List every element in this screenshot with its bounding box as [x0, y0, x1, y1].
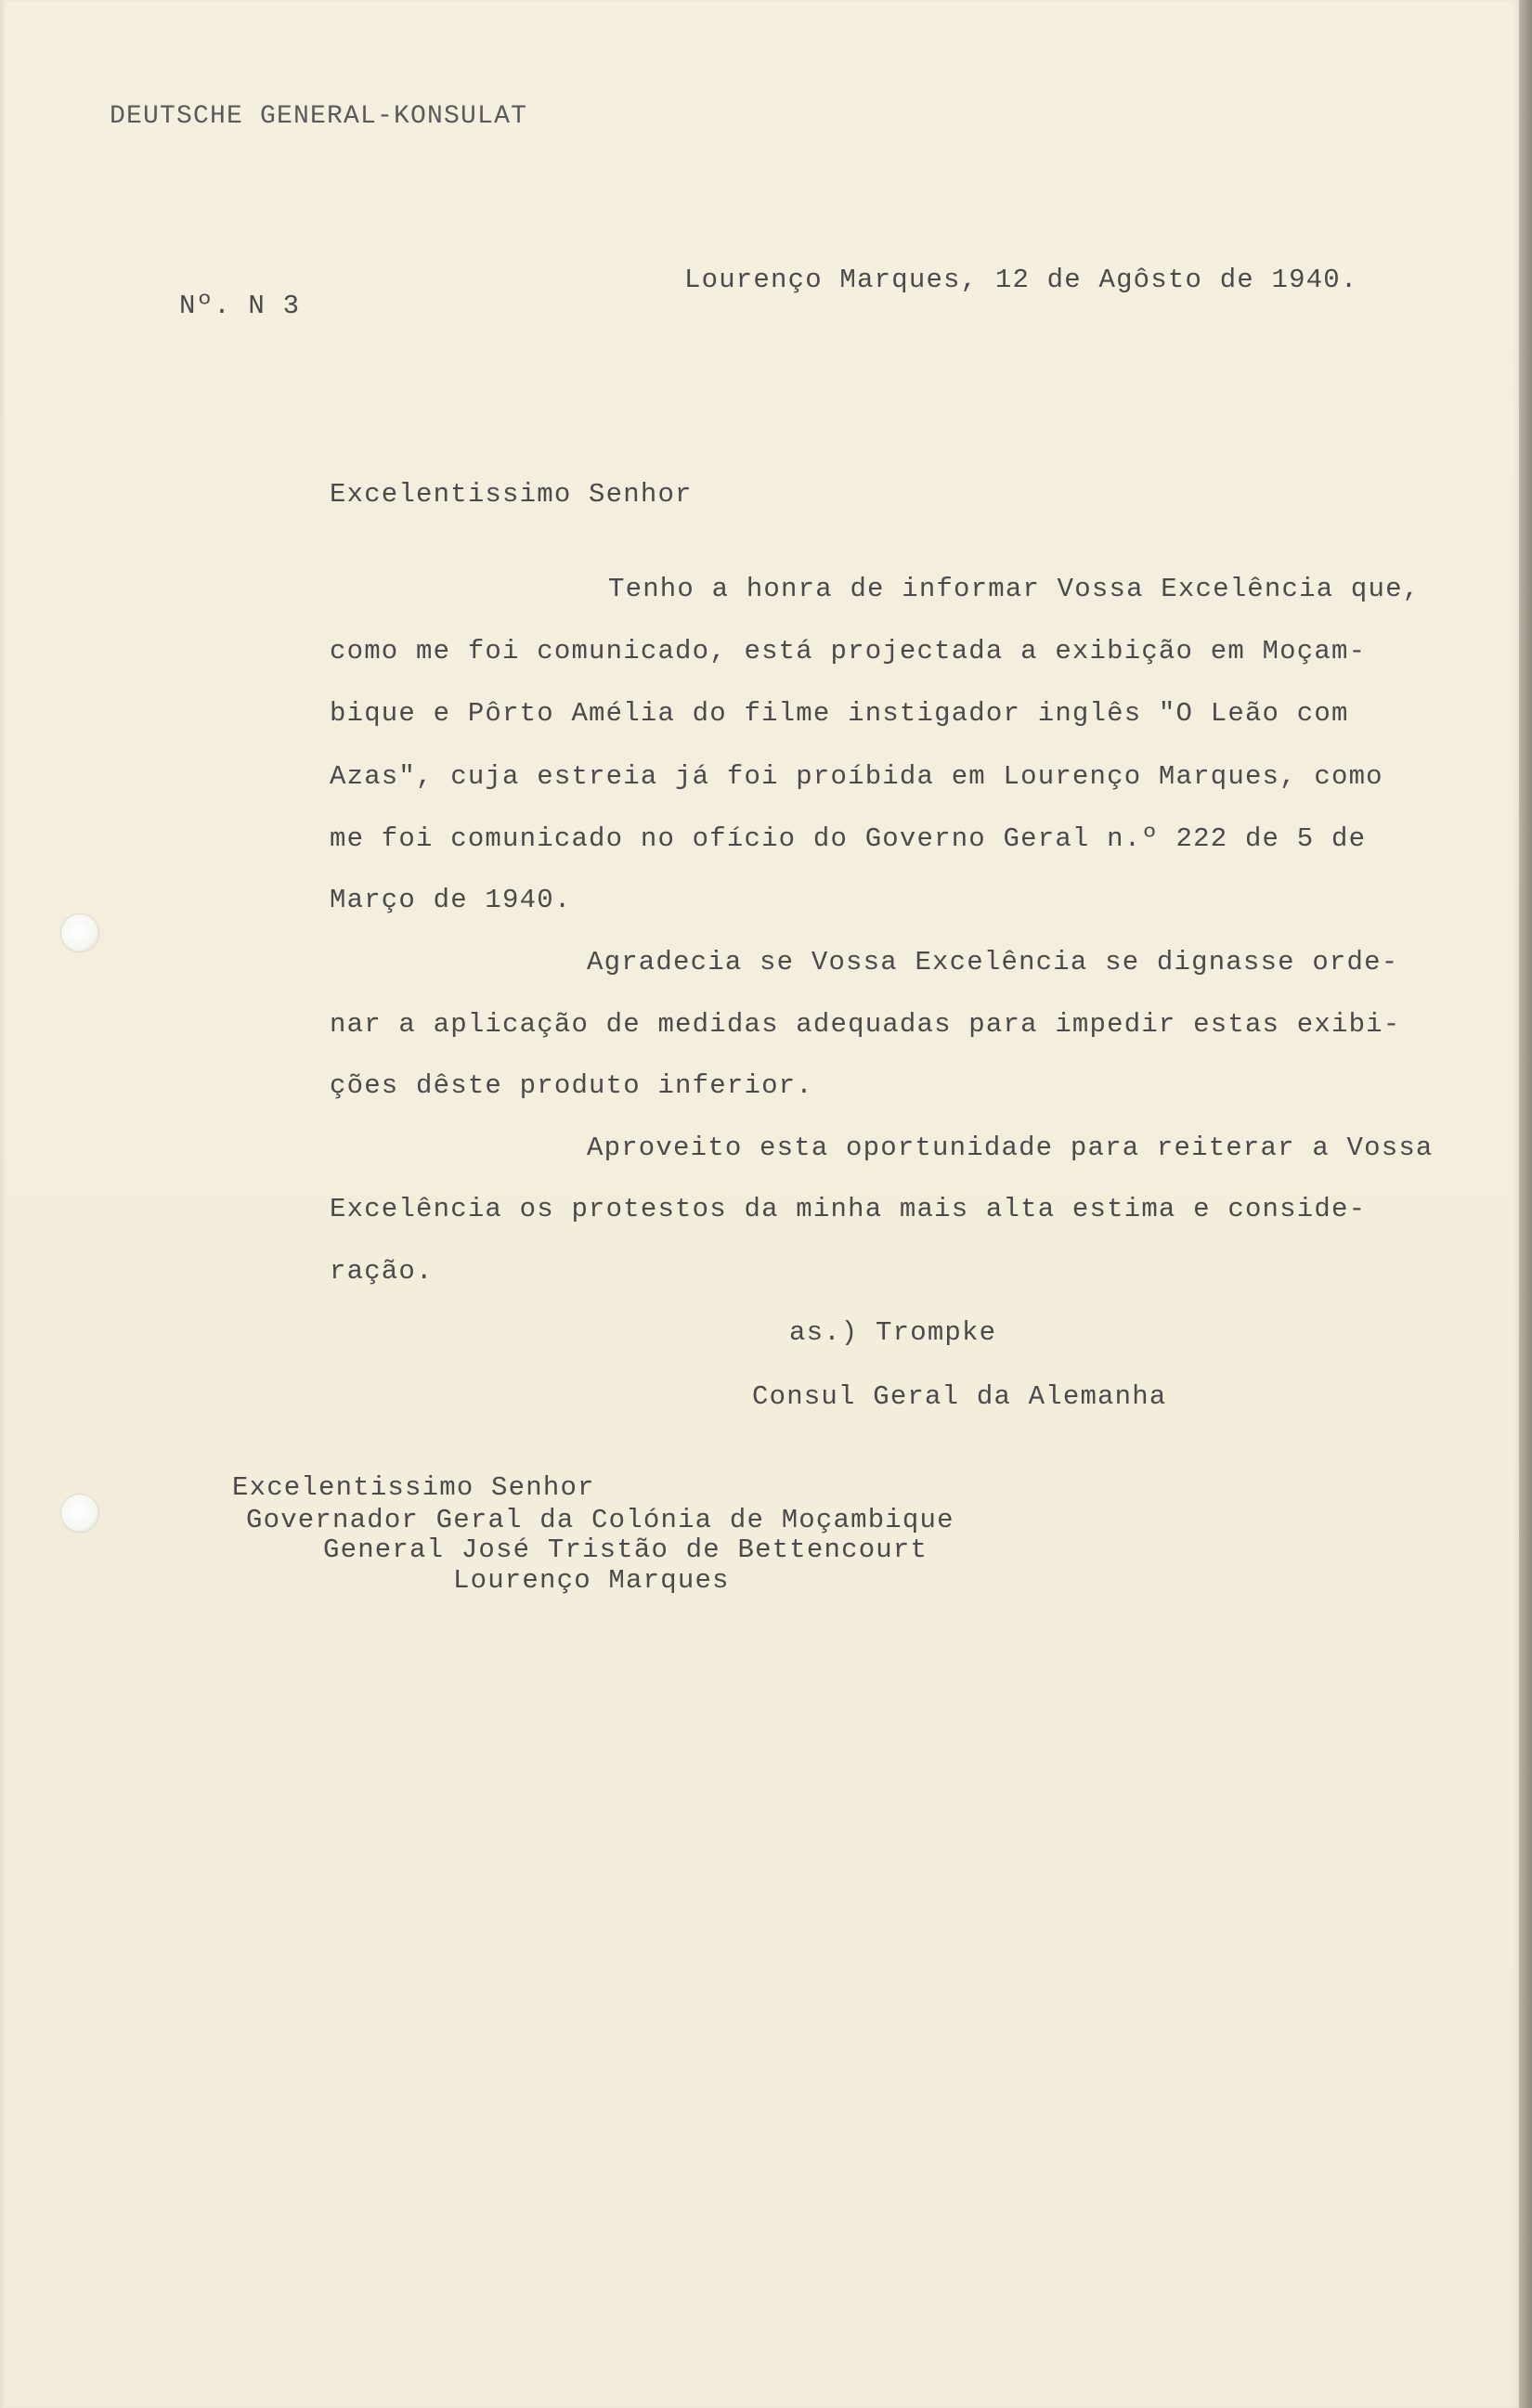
body-line: Agradecia se Vossa Excelência se dignasse orde- — [587, 947, 1399, 977]
body-line: ções dêste produto inferior. — [330, 1070, 813, 1101]
punch-hole — [61, 914, 98, 952]
body-line: Março de 1940. — [330, 885, 572, 915]
body-line: Azas", cuja estreia já foi proíbida em Lourenço Marques, como — [330, 761, 1383, 792]
addressee-line: General José Tristão de Bettencourt — [323, 1534, 928, 1565]
body-line: Tenho a honra de informar Vossa Excelência que, — [608, 574, 1421, 604]
addressee-line: Governador Geral da Colónia de Moçambique — [246, 1505, 954, 1535]
punch-hole — [61, 1495, 98, 1532]
letterhead: DEUTSCHE GENERAL-KONSULAT — [110, 102, 528, 131]
body-line: me foi comunicado no ofício do Governo Geral n.º 222 de 5 de — [330, 823, 1367, 854]
body-line: como me foi comunicado, está projectada a exibição em Moçam- — [330, 636, 1367, 667]
signature-title: Consul Geral da Alemanha — [752, 1381, 1167, 1412]
addressee-line: Lourenço Marques — [453, 1565, 730, 1596]
body-line: bique e Pôrto Amélia do filme instigador inglês "O Leão com — [330, 698, 1349, 729]
signature-signed: as.) Trompke — [789, 1317, 997, 1348]
paper-right-edge — [1519, 0, 1532, 2408]
body-line: Excelência os protestos da minha mais alta estima e conside- — [330, 1194, 1367, 1224]
paper-left-edge — [0, 0, 6, 2408]
place-date: Lourenço Marques, 12 de Agôsto de 1940. — [684, 265, 1358, 295]
body-line: nar a aplicação de medidas adequadas para impedir estas exibi- — [330, 1009, 1401, 1040]
body-line: ração. — [330, 1256, 434, 1287]
salutation: Excelentissimo Senhor — [330, 479, 693, 510]
addressee-line: Excelentissimo Senhor — [232, 1472, 595, 1503]
reference-number: Nº. N 3 — [179, 291, 301, 321]
body-line: Aproveito esta oportunidade para reiterar a Vossa — [587, 1133, 1434, 1163]
